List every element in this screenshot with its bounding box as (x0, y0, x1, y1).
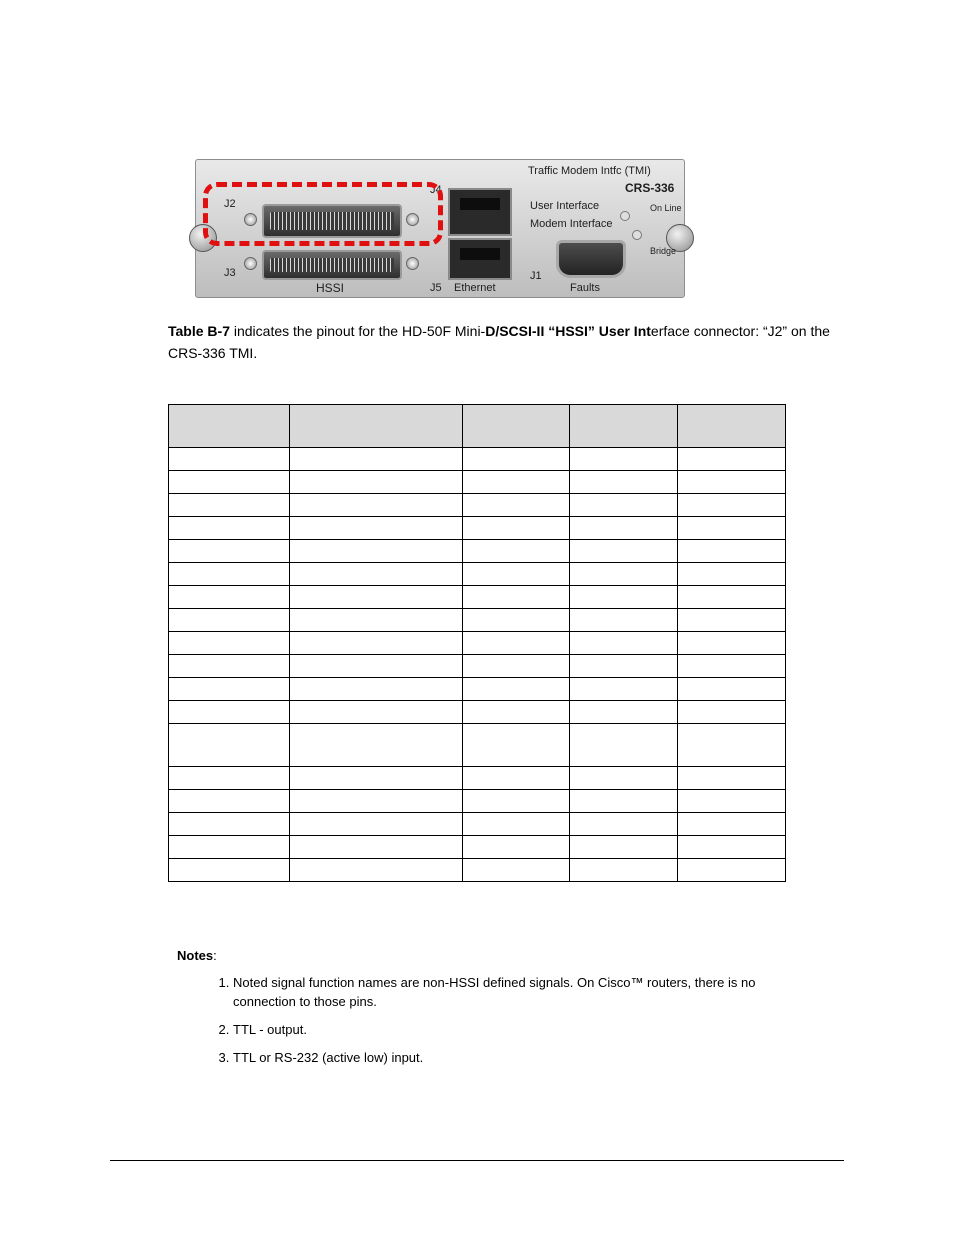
table-row (169, 517, 786, 540)
notes-heading (177, 948, 797, 963)
table-reference: Table B-7 (168, 323, 230, 339)
j3-screw-left (244, 257, 257, 270)
table-row (169, 678, 786, 701)
ethernet-label: Ethernet (454, 282, 496, 294)
table-header-row (169, 405, 786, 448)
note-item: 2. TTL - output. (233, 1020, 797, 1039)
j1-faults-connector (556, 240, 626, 278)
note-item: 1. Noted signal function names are non-HSSI defined signals. On Cisco™ routers, there is no connection to those pins. (233, 973, 797, 1011)
header-cell (570, 405, 678, 448)
header-cell (169, 405, 290, 448)
on-line-label: On Line (650, 203, 682, 213)
intro-paragraph (168, 320, 838, 364)
table-row (169, 836, 786, 859)
user-interface-label: User Interface (530, 200, 600, 212)
j3-label: J3 (224, 267, 236, 279)
panel-title-line2: CRS-336 (625, 181, 675, 195)
footer-divider (110, 1160, 844, 1161)
table-row (169, 767, 786, 790)
table-row (169, 586, 786, 609)
hssi-label: HSSI (316, 281, 345, 295)
intro-text-1: indicates the pinout for the HD-50F Mini- (229, 323, 486, 339)
modem-interface-label: Modem Interface (530, 218, 613, 230)
notes-section (177, 948, 797, 1076)
table-row (169, 448, 786, 471)
table-row (169, 790, 786, 813)
j5-label: J5 (430, 282, 442, 294)
bridge-led (632, 230, 642, 240)
table-row (169, 813, 786, 836)
j1-label: J1 (530, 270, 542, 282)
table-row (169, 724, 786, 767)
note-item: 3. TTL or RS-232 (active low) input. (233, 1048, 797, 1067)
table-row (169, 471, 786, 494)
header-cell (678, 405, 786, 448)
bridge-label: Bridge (650, 246, 677, 256)
on-line-led (620, 211, 630, 221)
table-row (169, 701, 786, 724)
j5-ethernet-port (448, 238, 512, 280)
j2-highlight-box (203, 182, 443, 246)
table-row (169, 494, 786, 517)
table-row (169, 859, 786, 882)
table-row (169, 563, 786, 586)
pinout-table (168, 404, 786, 882)
panel-title-line1: Traffic Modem Intfc (TMI) (528, 165, 651, 177)
faults-label: Faults (570, 282, 600, 294)
j4-ethernet-port (448, 188, 512, 236)
notes-title: Notes (177, 948, 214, 963)
table-row (169, 632, 786, 655)
j3-screw-right (406, 257, 419, 270)
table-row (169, 609, 786, 632)
j2-label: J2 (224, 198, 236, 210)
table-row (169, 655, 786, 678)
header-cell (289, 405, 462, 448)
header-cell (462, 405, 570, 448)
table-row (169, 540, 786, 563)
j3-hssi-connector (262, 250, 402, 280)
notes-list (177, 973, 797, 1067)
intro-bold-1: D/SCSI-II “HSSI” User Int (485, 323, 651, 339)
intro-text-2: erface connector: “J2” on the CRS-336 TMI. (168, 323, 830, 361)
j4-label: J4 (430, 184, 442, 196)
notes-colon: : (213, 948, 217, 963)
